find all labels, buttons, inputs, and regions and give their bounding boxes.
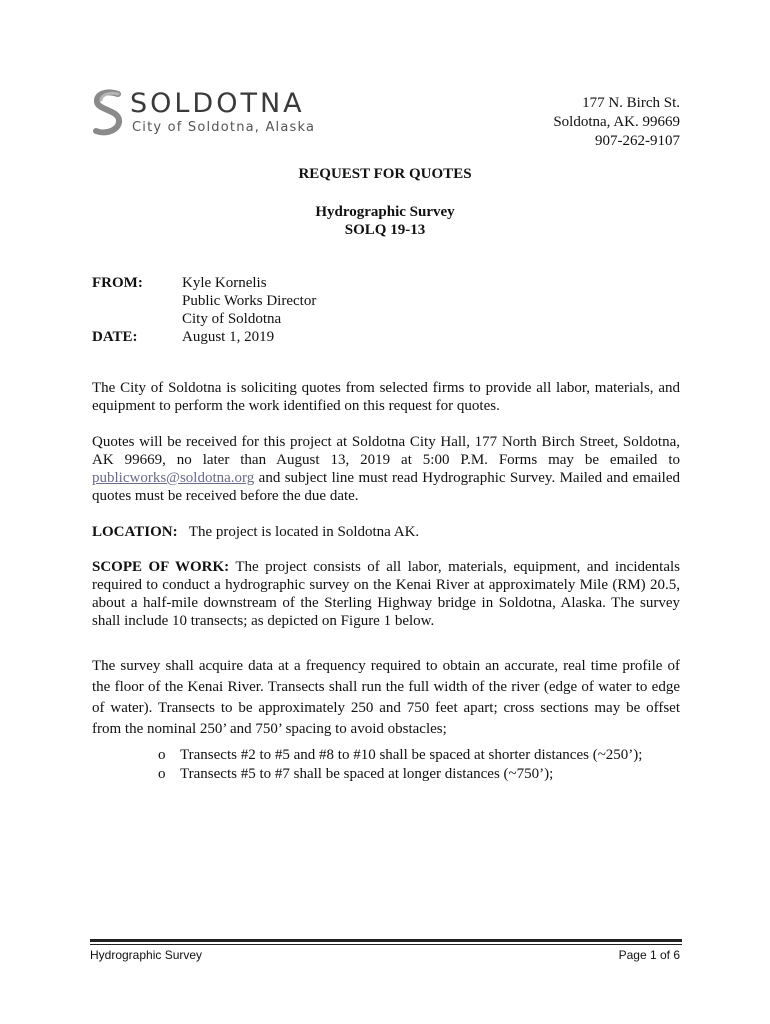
email-link[interactable]: publicworks@soldotna.org <box>92 470 255 486</box>
scope-label: SCOPE OF WORK: <box>92 559 230 575</box>
footer-divider-thin <box>90 944 682 945</box>
letterhead-address <box>553 94 680 151</box>
quotes-text-1: Quotes will be received for this project at Soldotna City Hall, 177 North Birch Street, Soldotna, AK 99669, no later than August 13, 2019 at 5:00 P.M. Forms may be emailed to <box>92 434 680 468</box>
solicitation-number: SOLQ 19-13 <box>344 222 426 238</box>
scope-paragraph <box>92 558 680 630</box>
scope-text: The project consists of all labor, materials, equipment, and incidentals required to conduct a hydrographic survey on the Kenai River at approximately Mile (RM) 20.5, about a half-mile downstream of the Sterling Highway bridge in Soldotna, Alaska. The survey shall include 10 transects; as depicted on Figure 1 below. <box>92 559 680 629</box>
document-heading: REQUEST FOR QUOTES <box>298 166 472 182</box>
bullet-text: Transects #5 to #7 shall be spaced at longer distances (~750’); <box>180 766 554 782</box>
location-label: LOCATION: <box>92 524 178 540</box>
address-phone: 907-262-9107 <box>595 133 680 149</box>
transect-list <box>158 746 642 784</box>
date-value: August 1, 2019 <box>182 329 275 345</box>
footer-title: Hydrographic Survey <box>90 948 203 962</box>
location-paragraph <box>92 523 680 541</box>
from-title: Public Works Director <box>182 293 317 309</box>
project-title-block <box>0 203 770 239</box>
list-item <box>158 765 642 784</box>
page-number: Page 1 of 6 <box>618 948 680 962</box>
bullet-marker: o <box>158 766 166 782</box>
from-name: Kyle Kornelis <box>182 275 267 291</box>
list-item <box>158 746 642 765</box>
intro-paragraph: The City of Soldotna is soliciting quotes from selected firms to provide all labor, materials, and equipment to perform the work identified on this request for quotes. <box>92 380 680 414</box>
address-city: Soldotna, AK. 99669 <box>553 114 680 130</box>
quotes-paragraph <box>92 433 680 505</box>
bullet-marker: o <box>158 747 166 763</box>
soldotna-s-logo-icon <box>92 88 124 138</box>
quotes-text-2: and subject line must read Hydrographic Survey. Mailed and emailed quotes must be received before the due date. <box>92 470 680 504</box>
city-logo <box>92 88 332 140</box>
survey-paragraph: The survey shall acquire data at a frequency required to obtain an accurate, real time profile of the floor of the Kenai River. Transects shall run the full width of the river (edge of water to edge of water). Transects to be approximately 250 and 750 feet apart; cross sections may be offset from the nominal 250’ and 750’ spacing to avoid obstacles; <box>92 658 680 737</box>
from-org: City of Soldotna <box>182 311 282 327</box>
logo-name: SOLDOTNA <box>130 88 305 119</box>
from-label: FROM: <box>92 275 143 291</box>
project-name: Hydrographic Survey <box>315 204 455 220</box>
logo-tagline: City of Soldotna, Alaska <box>132 120 316 135</box>
date-label: DATE: <box>92 329 138 345</box>
bullet-text: Transects #2 to #5 and #8 to #10 shall be spaced at shorter distances (~250’); <box>180 747 643 763</box>
address-street: 177 N. Birch St. <box>582 95 680 111</box>
footer-divider <box>90 939 682 942</box>
location-text: The project is located in Soldotna AK. <box>188 524 420 540</box>
